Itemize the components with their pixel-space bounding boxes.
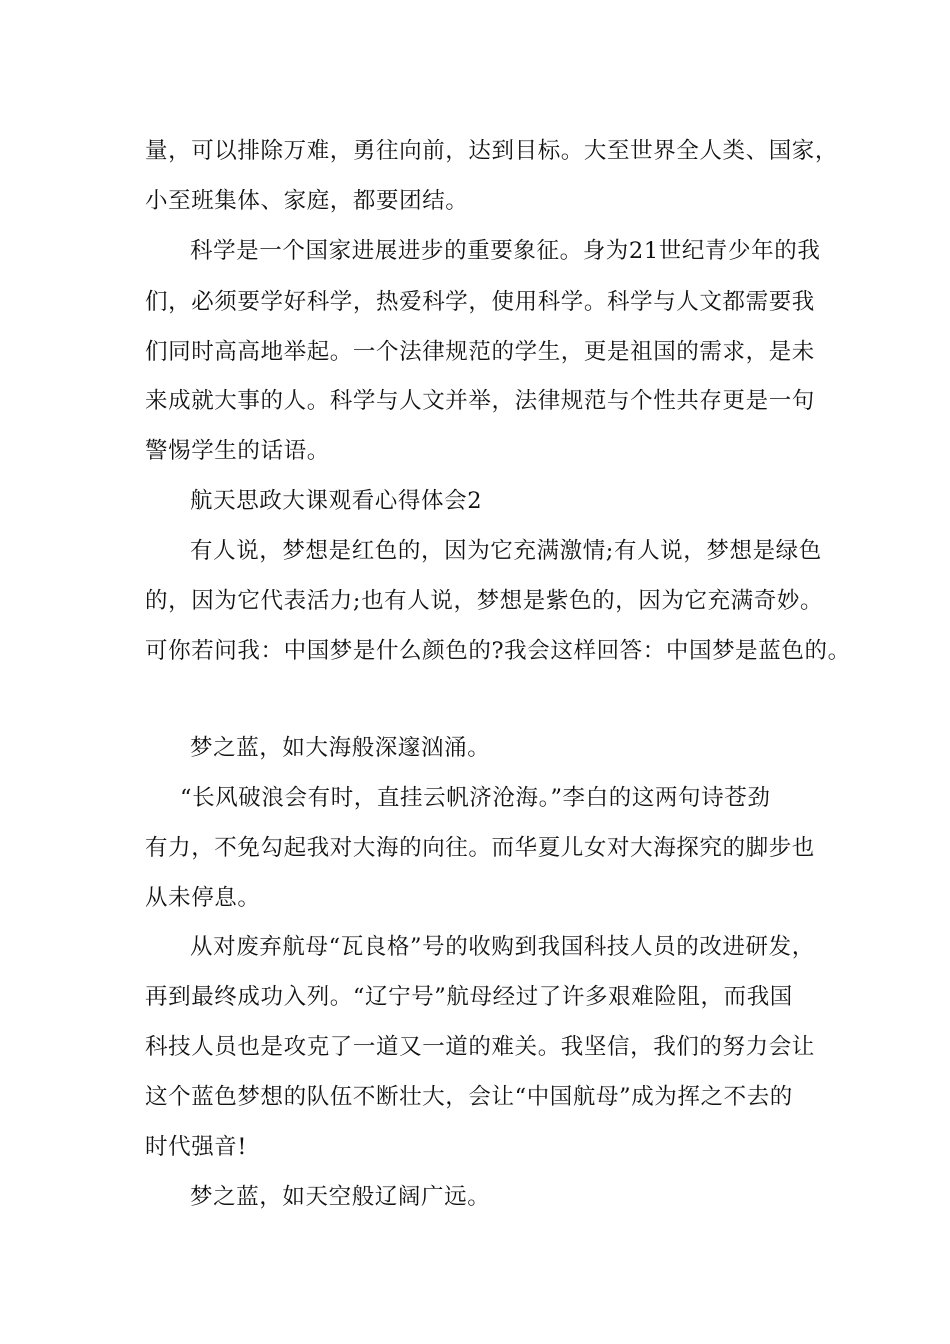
paragraph-start-line: “长风破浪会有时，直挂云帆济沧海。”李白的这两句诗苍劲 [180, 785, 771, 811]
text-line: 有力，不免勾起我对大海的向往。而华夏儿女对大海探究的脚步也 [145, 835, 815, 861]
paragraph-start-line: 梦之蓝，如大海般深邃汹涌。 [190, 735, 491, 761]
text-line: 的，因为它代表活力;也有人说，梦想是紫色的，因为它充满奇妙。 [145, 588, 824, 614]
text-line: 科技人员也是攻克了一道又一道的难关。我坚信，我们的努力会让 [145, 1034, 815, 1060]
text-line: 警惕学生的话语。 [145, 438, 330, 464]
text-line: 从未停息。 [145, 885, 261, 911]
paragraph-start-line: 从对废弃航母“瓦良格”号的收购到我国科技人员的改进研发， [190, 934, 815, 960]
section-heading: 航天思政大课观看心得体会2 [190, 488, 483, 514]
paragraph-start-line: 有人说，梦想是红色的，因为它充满激情;有人说，梦想是绿色 [190, 538, 822, 564]
text-line: 来成就大事的人。科学与人文并举，法律规范与个性共存更是一句 [145, 388, 815, 414]
text-line: 再到最终成功入列。“辽宁号”航母经过了许多艰难险阻，而我国 [145, 984, 793, 1010]
paragraph-start-line: 科学是一个国家进展进步的重要象征。身为21世纪青少年的我 [190, 238, 821, 264]
text-line: 量，可以排除万难，勇往向前，达到目标。大至世界全人类、国家， [145, 138, 839, 164]
text-line: 时代强音! [145, 1134, 248, 1160]
text-line: 们，必须要学好科学，热爱科学，使用科学。科学与人文都需要我 [145, 289, 815, 315]
text-line: 可你若问我：中国梦是什么颜色的?我会这样回答：中国梦是蓝色的。 [145, 638, 851, 664]
text-line: 小至班集体、家庭，都要团结。 [145, 188, 469, 214]
text-line: 们同时高高地举起。一个法律规范的学生，更是祖国的需求，是未 [145, 339, 815, 365]
paragraph-start-line: 梦之蓝，如天空般辽阔广远。 [190, 1184, 491, 1210]
text-line: 这个蓝色梦想的队伍不断壮大，会让“中国航母”成为挥之不去的 [145, 1084, 793, 1110]
